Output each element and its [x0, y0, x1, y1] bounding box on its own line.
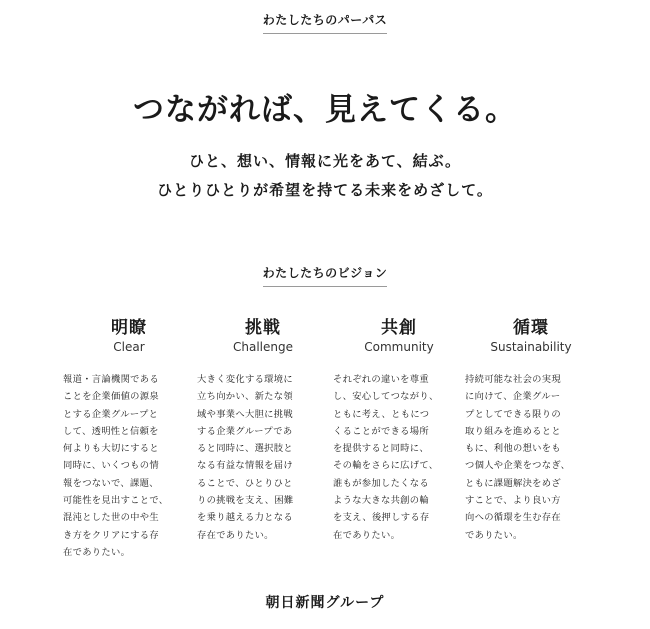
vision-label-underline: [263, 286, 387, 287]
company-name-footer: 朝日新聞グループ: [265, 595, 385, 611]
vision-title: 共創: [381, 318, 417, 338]
vision-title: 挑戦: [245, 318, 281, 338]
vision-subtitle: Sustainability: [490, 340, 572, 354]
vision-body: 報道・言論機関である ことを企業価値の源泉 とする企業グループと して、透明性と信頼を 何よりも大切にすると 同時に、いくつもの情 報をつないで、課題、 可能性を見出すことで、 混沌とした世の中や生 き方をクリアにする存 在でありたい。: [63, 374, 169, 558]
vision-subtitle: Community: [364, 340, 434, 354]
vision-body: それぞれの違いを尊重 し、安心してつながり、 ともに考え、ともにつ くることができる場所 を提供すると同時に、 その輪をさらに広げて、 誰もが参加したくなる ような大きな共創の輪 を支え、後押しする存 在でありたい。: [333, 374, 439, 541]
vision-body: 大きく変化する環境に 立ち向かい、新たな領 域や事業へ大胆に挑戦 する企業グループであ ると同時に、選択肢と なる有益な情報を届け ることで、ひとりひと りの挑戦を支え、困難 を乗り越える力となる 存在でありたい。: [197, 374, 294, 541]
purpose-headline: つながれば、見えてくる。: [133, 92, 517, 128]
vision-column-sustainability: [465, 318, 597, 544]
vision-title: 循環: [513, 318, 549, 338]
vision-section-label: [0, 264, 650, 287]
vision-column-clear: [63, 318, 195, 561]
vision-column-challenge: [197, 318, 329, 544]
purpose-label-text: わたしたちのパーパス: [262, 13, 388, 27]
vision-subtitle: Clear: [113, 340, 145, 354]
purpose-subline-1: ひと、想い、情報に光をあて、結ぶ。: [188, 152, 461, 170]
purpose-label-underline: [263, 33, 387, 34]
purpose-section-label: [0, 11, 650, 34]
vision-title: 明瞭: [111, 318, 147, 338]
vision-body: 持続可能な社会の実現 に向けて、企業グルー プとしてできる限りの 取り組みを進めるとと もに、利他の想いをも つ個人や企業をつなぎ、 ともに課題解決をめざ すことで、より良い方 向への循環を生む存在 でありたい。: [465, 374, 571, 541]
vision-subtitle: Challenge: [233, 340, 293, 354]
vision-label-text: わたしたちのビジョン: [262, 266, 388, 280]
vision-column-community: [333, 318, 465, 544]
purpose-subline-2: ひとりひとりが希望を持てる未来をめざして。: [157, 181, 493, 199]
